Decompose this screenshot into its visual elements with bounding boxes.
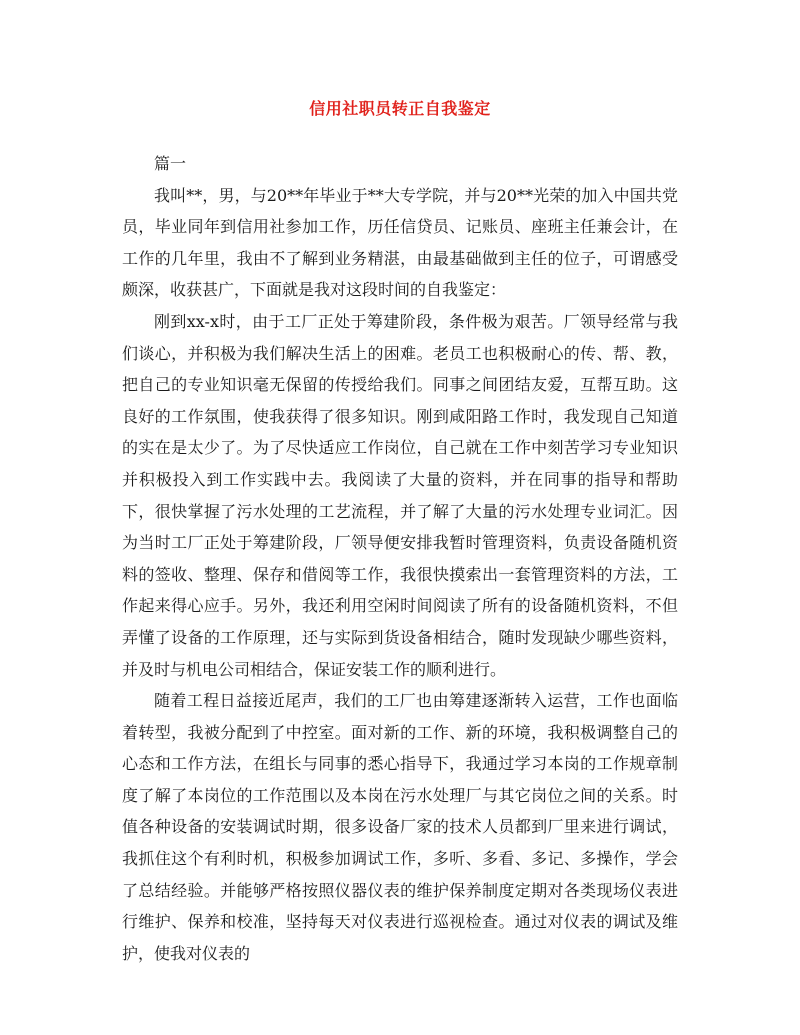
paragraph-3: 随着工程日益接近尾声，我们的工厂也由筹建逐渐转入运营，工作也面临着转型，我被分配到了中控室。面对新的工作、新的环境，我积极调整自己的心态和工作方法，在组长与同事的悉心指导下，我通过学习本岗的工作规章制度了解了本岗位的工作范围以及本岗在污水处理厂与其它岗位之间的关系。时值各种设备的安装调试时期，很多设备厂家的技术人员都到厂里来进行调试，我抓住这个有利时机，积极参加调试工作，多听、多看、多记、多操作，学会了总结经验。并能够严格按照仪器仪表的维护保养制度定期对各类现场仪表进行维护、保养和校准，坚持每天对仪表进行巡视检查。通过对仪表的调试及维护，使我对仪表的 [122,691,678,963]
paragraph-2: 刚到xx-x时，由于工厂正处于筹建阶段，条件极为艰苦。厂领导经常与我们谈心，并积极为我们解决生活上的困难。老员工也积极耐心的传、帮、教，把自己的专业知识毫无保留的传授给我们。同事之间团结友爱，互帮互助。这良好的工作氛围，使我获得了很多知识。刚到咸阳路工作时，我发现自己知道的实在是太少了。为了尽快适应工作岗位，自己就在工作中刻苦学习专业知识并积极投入到工作实践中去。我阅读了大量的资料，并在同事的指导和帮助下，很快掌握了污水处理的工艺流程，并了解了大量的污水处理专业词汇。因为当时工厂正处于筹建阶段，厂领导便安排我暂时管理资料，负责设备随机资料的签收、整理、保存和借阅等工作，我很快摸索出一套管理资料的方法，工作起来得心应手。另外，我还利用空闲时间阅读了所有的设备随机资料，不但弄懂了设备的工作原理，还与实际到货设备相结合，随时发现缺少哪些资料，并及时与机电公司相结合，保证安装工作的顺利进行。 [122,311,678,679]
document-body [122,148,678,969]
section-label: 篇一 [154,154,187,173]
document-title: 信用社职员转正自我鉴定 [309,99,491,118]
paragraph-1: 我叫**，男，与20**年毕业于**大专学院，并与20**光荣的加入中国共党员，毕业同年到信用社参加工作，历任信贷员、记账员、座班主任兼会计，在工作的几年里，我由不了解到业务精湛，由最基础做到主任的位子，可谓感受颇深，收获甚广，下面就是我对这段时间的自我鉴定： [122,185,678,300]
